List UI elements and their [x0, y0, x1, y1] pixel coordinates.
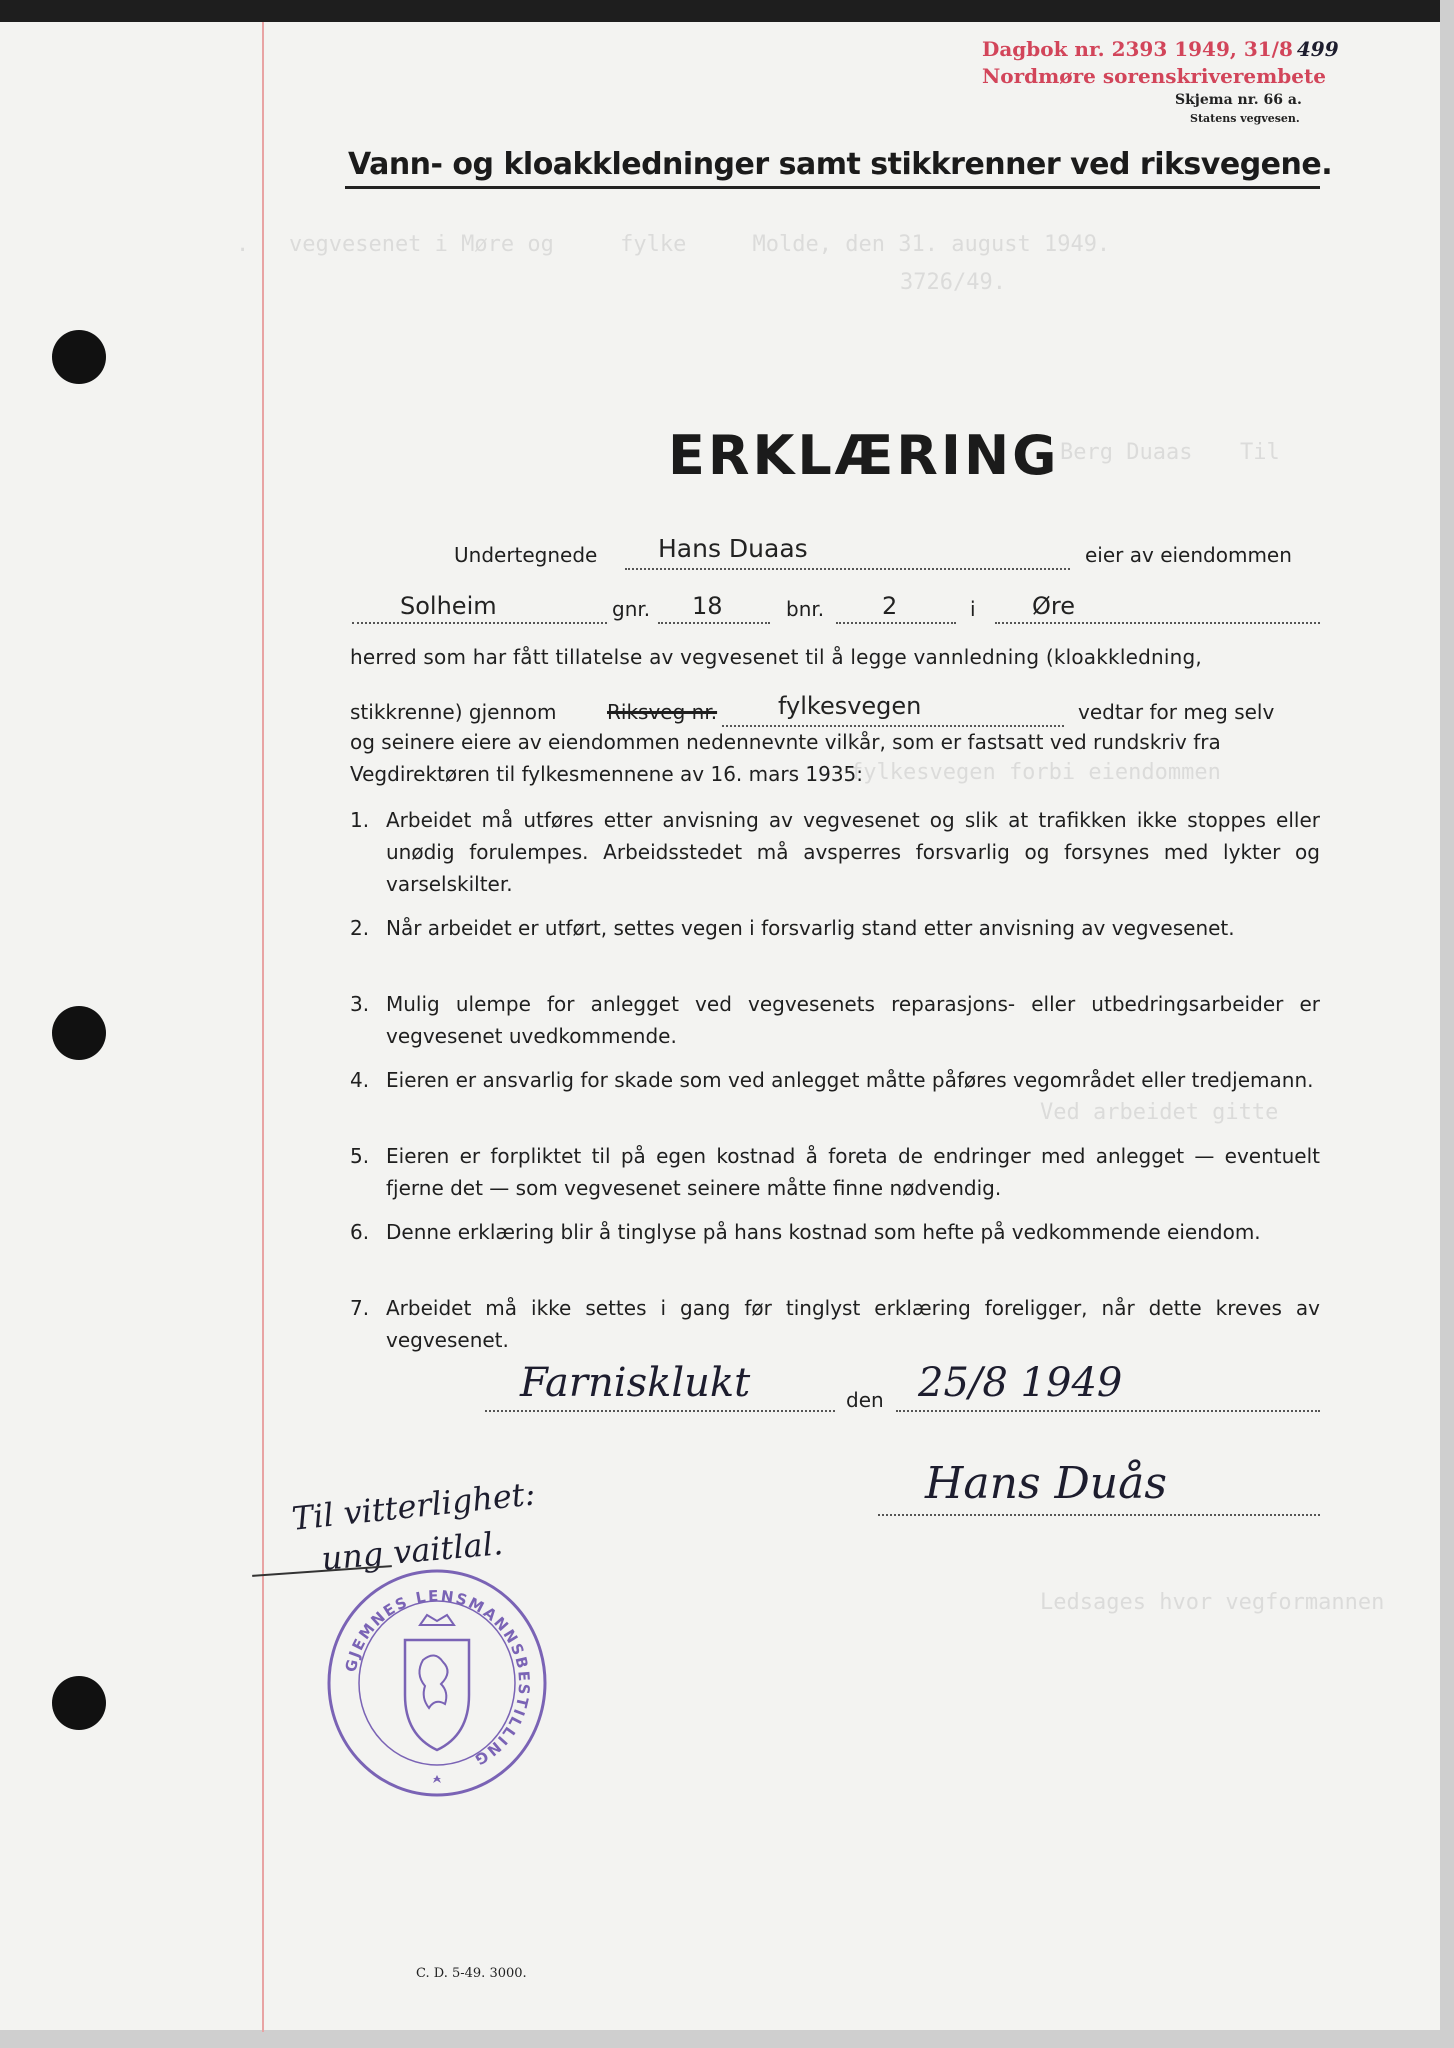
date-label: den: [846, 1388, 884, 1412]
property-name: Solheim: [400, 592, 497, 620]
fill-line: [485, 1410, 835, 1412]
gnr-value: 18: [692, 592, 723, 620]
bleed-through-text: 3726/49.: [900, 270, 1006, 295]
owner-label: eier av eiendommen: [1085, 543, 1292, 567]
fill-line: [896, 1410, 1320, 1412]
condition-item: 6. Denne erklæring blir å tinglyse på hans kostnad som hefte på vedkommende eiendom.: [350, 1220, 1261, 1244]
bleed-through-text: fylkesvegen forbi eiendommen: [850, 760, 1221, 785]
in-label: i: [970, 597, 976, 621]
signature-date: 25/8 1949: [918, 1360, 1123, 1406]
fill-line: [878, 1514, 1320, 1516]
condition-item: 2. Når arbeidet er utført, settes vegen i forsvarlig stand etter anvisning av vegvesenet.: [350, 916, 1235, 940]
schema-issuer: Statens vegvesen.: [1190, 112, 1300, 125]
schema-number: Skjema nr. 66 a.: [1175, 92, 1302, 108]
scan-bottom-edge: [0, 2030, 1454, 2048]
bleed-through-text: Til: [1240, 440, 1280, 465]
signature-place: Farnisklukt: [520, 1360, 751, 1406]
fill-line: [836, 622, 956, 624]
condition-item: 3. Mulig ulempe for anlegget ved vegvesenets reparasjons- eller utbedringsarbeider er vegvesenet uvedkommende.: [350, 992, 1320, 1048]
journal-stamp: Dagbok nr. 2393 1949, 31/8 499 Nordmøre sorenskriverembete: [982, 37, 1339, 88]
through-label: stikkrenne) gjennom: [350, 700, 557, 724]
bleed-through-text: . vegvesenet i Møre og fylke Molde, den 31. august 1949.: [236, 232, 1111, 257]
municipality-name: Øre: [1032, 592, 1075, 620]
punch-hole-icon: [52, 1006, 106, 1060]
punch-hole-icon: [52, 330, 106, 384]
scan-top-edge: [0, 0, 1454, 22]
condition-item: 7. Arbeidet må ikke settes i gang før tinglyst erklæring foreligger, når dette kreves av vegvesenet.: [350, 1296, 1320, 1352]
permission-line: herred som har fått tillatelse av vegvesenet til å legge vannledning (kloakkledning,: [350, 645, 1202, 669]
seal-icon: [325, 1565, 550, 1800]
bnr-value: 2: [882, 592, 898, 620]
fill-line: [352, 622, 607, 624]
accept-label: vedtar for meg selv: [1078, 700, 1275, 724]
condition-item: 1. Arbeidet må utføres etter anvisning av vegvesenet og slik at trafikken ikke stoppes eller unødig forulempes. Arbeidsstedet må avsperres forsvarlig og forsynes med lykter og varselskilter.: [350, 808, 1320, 896]
fill-line: [995, 622, 1320, 624]
declaration-heading: ERKLÆRING: [668, 424, 1060, 487]
svg-text:GJEMNES LENSMANNSBESTILLING: [342, 1587, 534, 1770]
bleed-through-text: Ledsages hvor vegformannen: [1040, 1590, 1385, 1615]
bnr-label: bnr.: [786, 597, 825, 621]
official-seal: [325, 1565, 550, 1800]
fill-line: [722, 725, 1064, 727]
punch-hole-icon: [52, 1676, 106, 1730]
bleed-through-text: Ved arbeidet gitte: [1040, 1100, 1279, 1125]
gnr-label: gnr.: [612, 597, 651, 621]
circular-line: Vegdirektøren til fylkesmennene av 16. mars 1935:: [350, 762, 864, 786]
fill-line: [625, 568, 1070, 570]
fill-line: [658, 622, 770, 624]
condition-item: 4. Eieren er ansvarlig for skade som ved anlegget måtte påføres vegområdet eller tredjemann.: [350, 1068, 1314, 1092]
print-code: C. D. 5-49. 3000.: [416, 1966, 527, 1981]
scan-right-edge: [1440, 0, 1454, 2048]
terms-line: og seinere eiere av eiendommen nedennevnte vilkår, som er fastsatt ved rundskriv fra: [350, 730, 1221, 754]
witness-signature: ung vaitlal.: [320, 1524, 505, 1578]
owner-signature: Hans Duås: [925, 1458, 1167, 1509]
struck-road-type: Riksveg nr.: [607, 700, 718, 724]
condition-item: 5. Eieren er forpliktet til på egen kostnad å foreta de endringer med anlegget — eventuelt fjerne det — som vegvesenet seinere måtte finne nødvendig.: [350, 1144, 1320, 1200]
intro-label: Undertegnede: [454, 543, 598, 567]
bleed-through-text: Berg Duaas: [1060, 440, 1193, 465]
margin-line: [262, 22, 264, 2032]
seal-ring-text: GJEMNES LENSMANNSBESTILLING: [341, 1586, 534, 1770]
road-name: fylkesvegen: [778, 692, 922, 720]
title-underline: [345, 186, 1320, 189]
witness-note: Til vitterlighet:: [290, 1474, 538, 1538]
signer-name: Hans Duaas: [658, 534, 808, 563]
document-title: Vann- og kloakkledninger samt stikkrenner ved riksvegene.: [348, 147, 1333, 182]
